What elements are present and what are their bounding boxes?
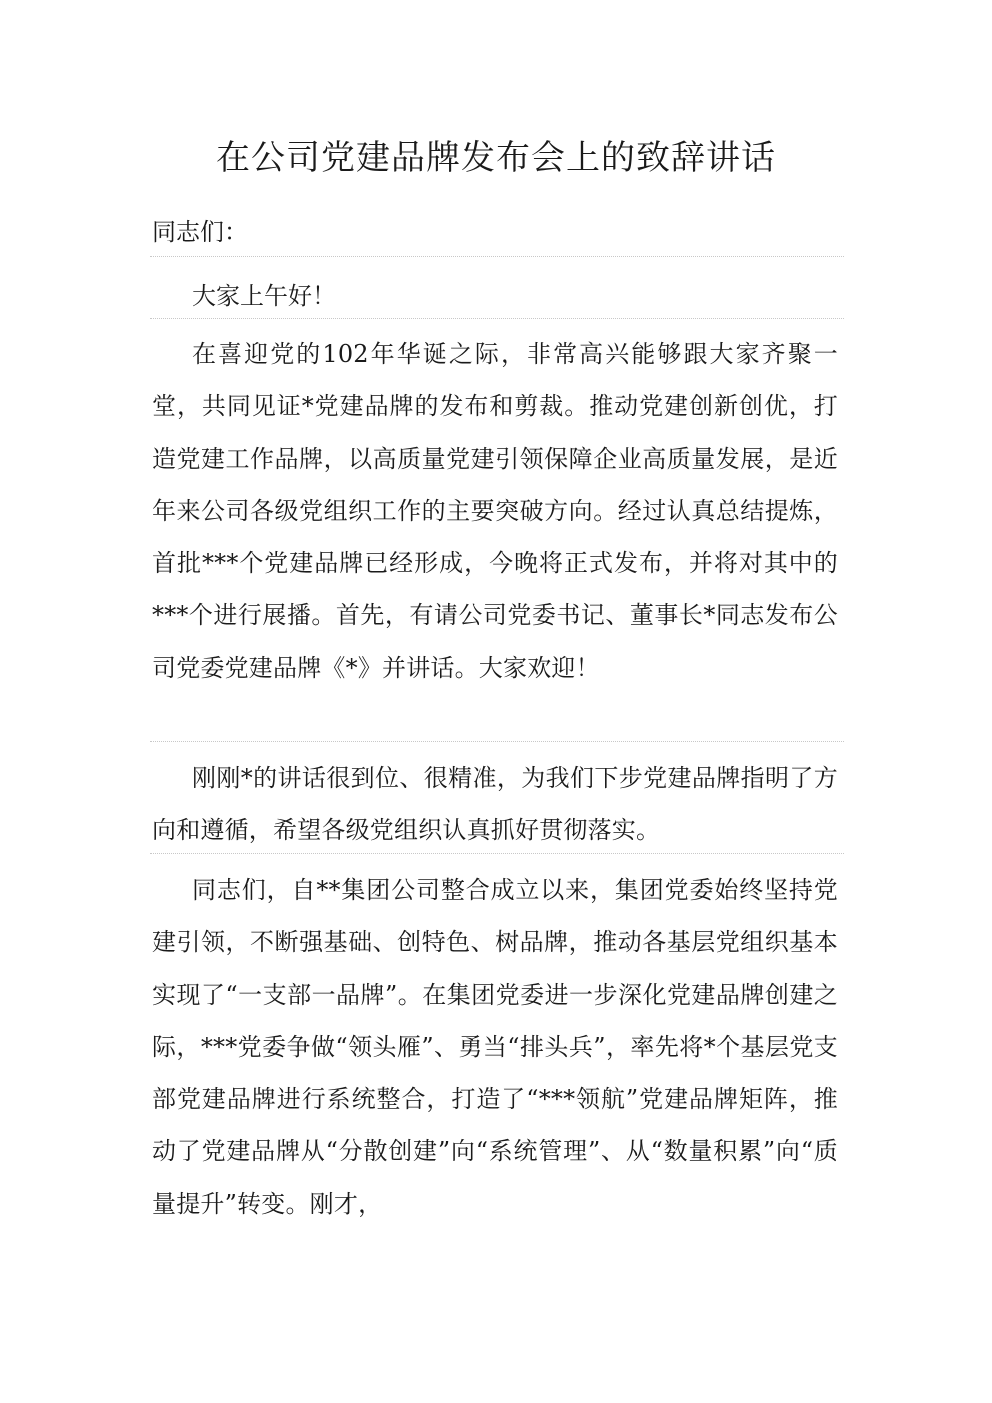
divider (150, 741, 844, 742)
paragraph-opening: 在喜迎党的102年华诞之际，非常高兴能够跟大家齐聚一堂，共同见证*党建品牌的发布和剪裁。推动党建创新创优，打造党建工作品牌，以高质量党建引领保障企业高质量发展，是近年来公司各级党组织工作的主要突破方向。经过认真总结提炼，首批***个党建品牌已经形成，今晚将正式发布，并将对其中的***个进行展播。首先，有请公司党委书记、董事长*同志发布公司党委党建品牌《*》并讲话。大家欢迎！ (152, 340, 838, 682)
divider (150, 853, 844, 854)
paragraph-response: 刚刚*的讲话很到位、很精准，为我们下步党建品牌指明了方向和遵循，希望各级党组织认真抓好贯彻落实。 (152, 764, 838, 845)
document-title: 在公司党建品牌发布会上的致辞讲话 (216, 138, 776, 178)
paragraph-group-overview: 同志们，自**集团公司整合成立以来，集团党委始终坚持党建引领，不断强基础、创特色、树品牌，推动各基层党组织基本实现了“一支部一品牌”。在集团党委进一步深化党建品牌创建之际，***党委争做“领头雁”、勇当“排头兵”，率先将*个基层党支部党建品牌进行系统整合，打造了“***领航”党建品牌矩阵，推动了党建品牌从“分散创建”向“系统管理”、从“数量积累”向“质量提升”转变。刚才， (152, 876, 838, 1218)
salutation: 同志们： (152, 218, 248, 246)
greeting: 大家上午好！ (192, 282, 336, 310)
divider (150, 318, 844, 319)
divider (150, 256, 844, 257)
